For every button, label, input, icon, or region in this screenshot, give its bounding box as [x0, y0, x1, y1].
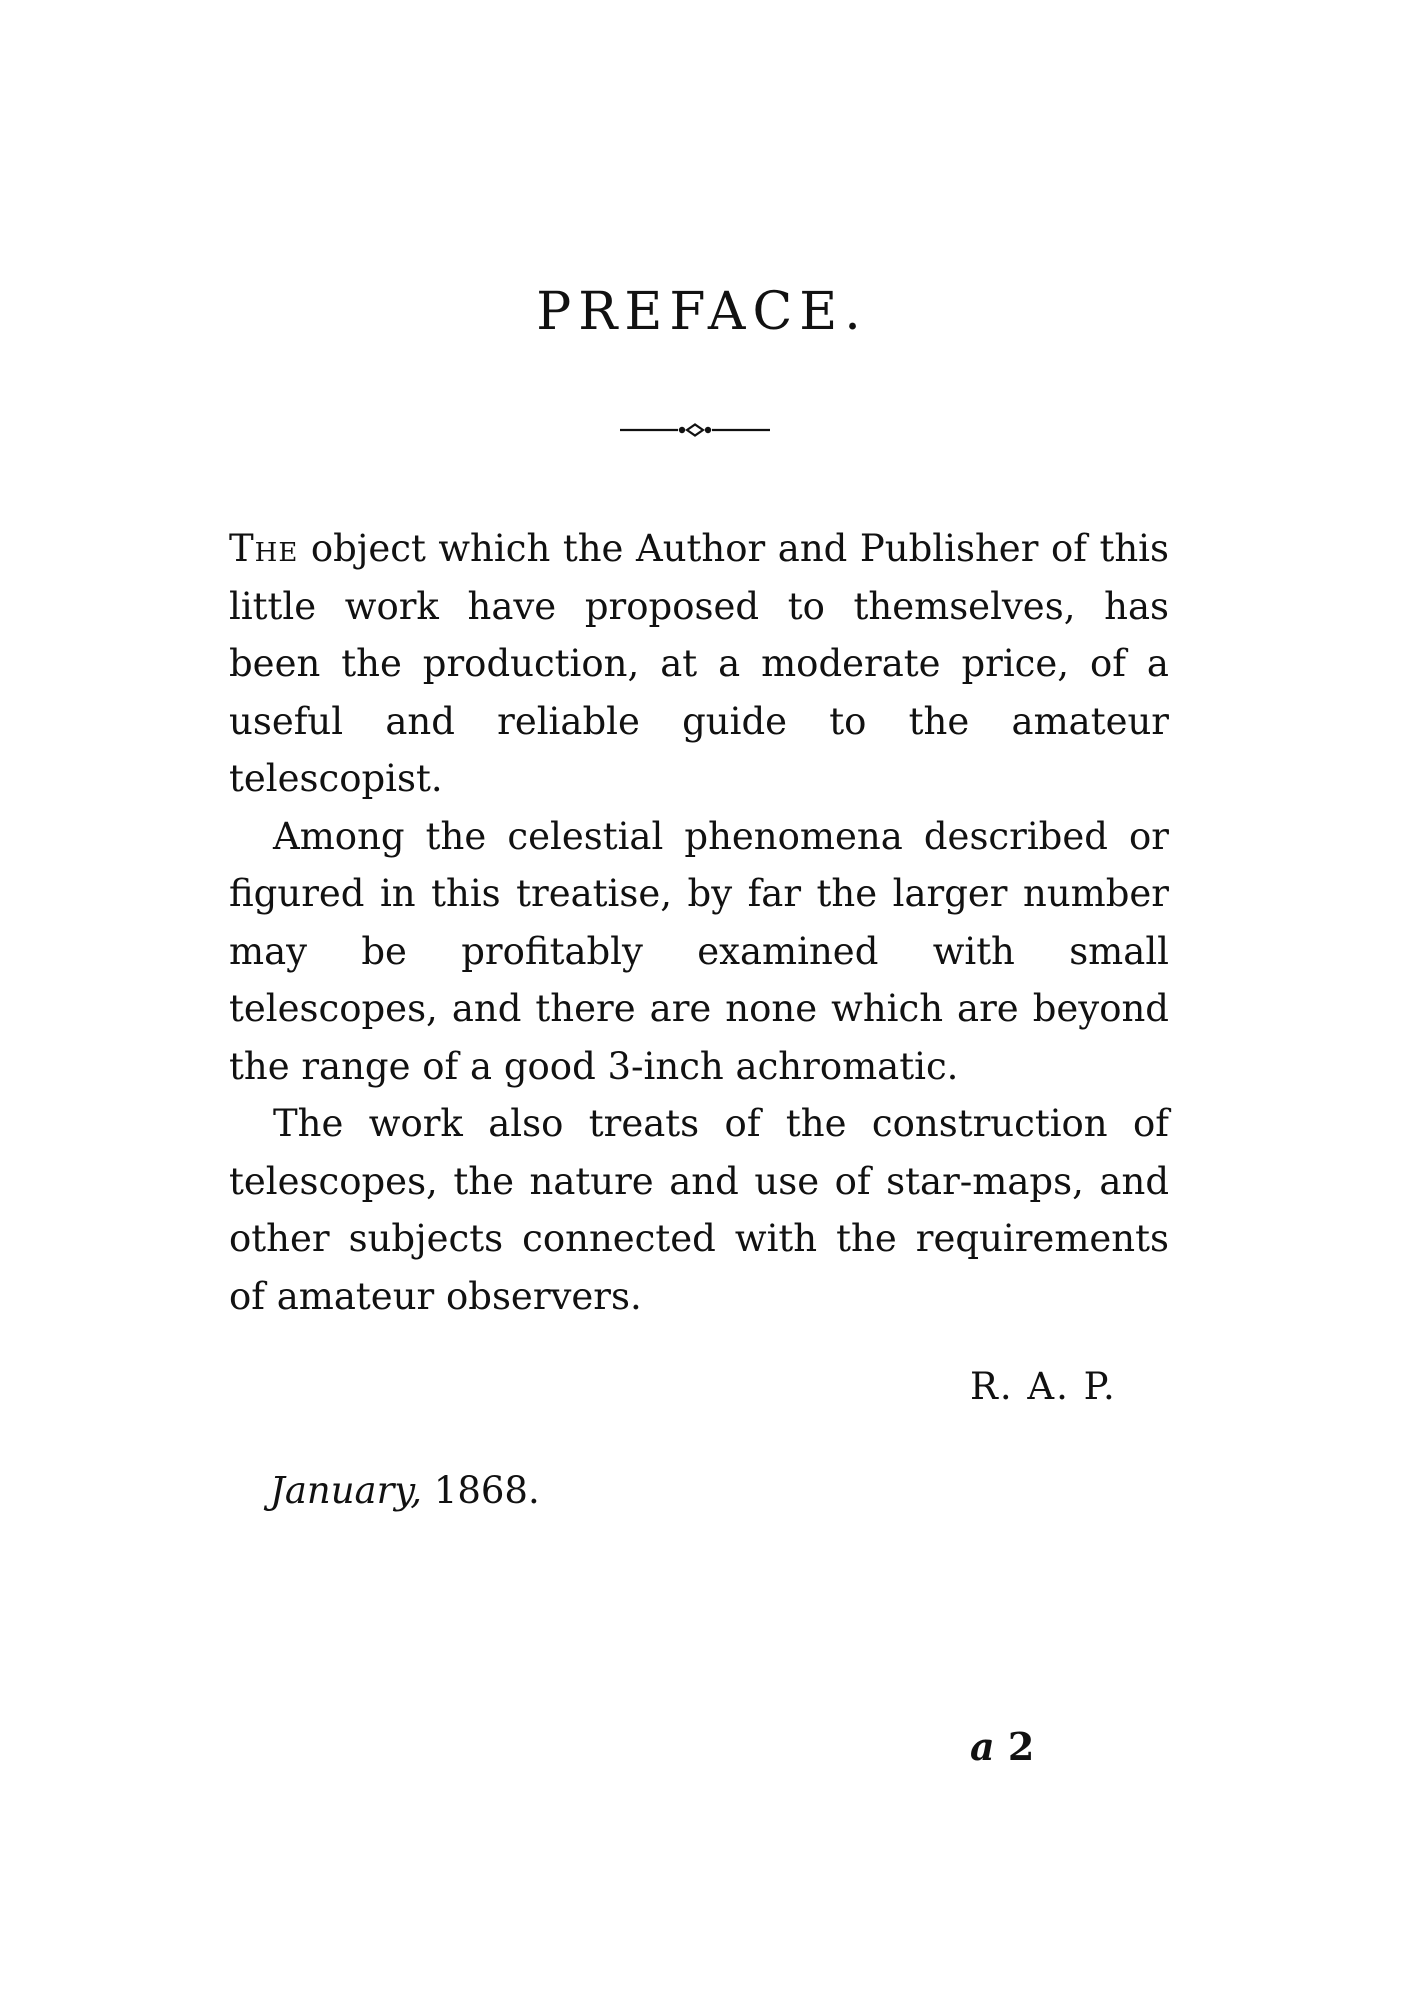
- preface-body: [229, 520, 1169, 1325]
- signature-mark: [970, 1722, 1034, 1772]
- paragraph-lead-word: The: [229, 527, 299, 570]
- paragraph-1: [229, 520, 1169, 808]
- paragraph-1-text: object which the Author and Publisher of this little work have proposed to themselves, has been the production, at a moderate price, of a useful and reliable guide to the amateur telescopist.: [229, 527, 1169, 800]
- signature-number: 2: [1007, 1724, 1035, 1769]
- date-year: 1868.: [433, 1469, 540, 1512]
- author-signature: R. A. P.: [970, 1365, 1117, 1408]
- signature-letter: a: [970, 1724, 995, 1769]
- paragraph-2: Among the celestial phenomena described or figured in this treatise, by far the larger number may be profitably examined with small telescopes, and there are none which are beyond the range of a good 3-inch achromatic.: [229, 814, 1169, 1088]
- dateline: [270, 1466, 540, 1516]
- paragraph-3: The work also treats of the construction of telescopes, the nature and use of star-maps, and other subjects connected with the requirements of amateur observers.: [229, 1102, 1169, 1318]
- date-month: January,: [270, 1469, 423, 1512]
- ornamental-rule-icon: [620, 422, 770, 438]
- page-title: PREFACE.: [536, 282, 868, 342]
